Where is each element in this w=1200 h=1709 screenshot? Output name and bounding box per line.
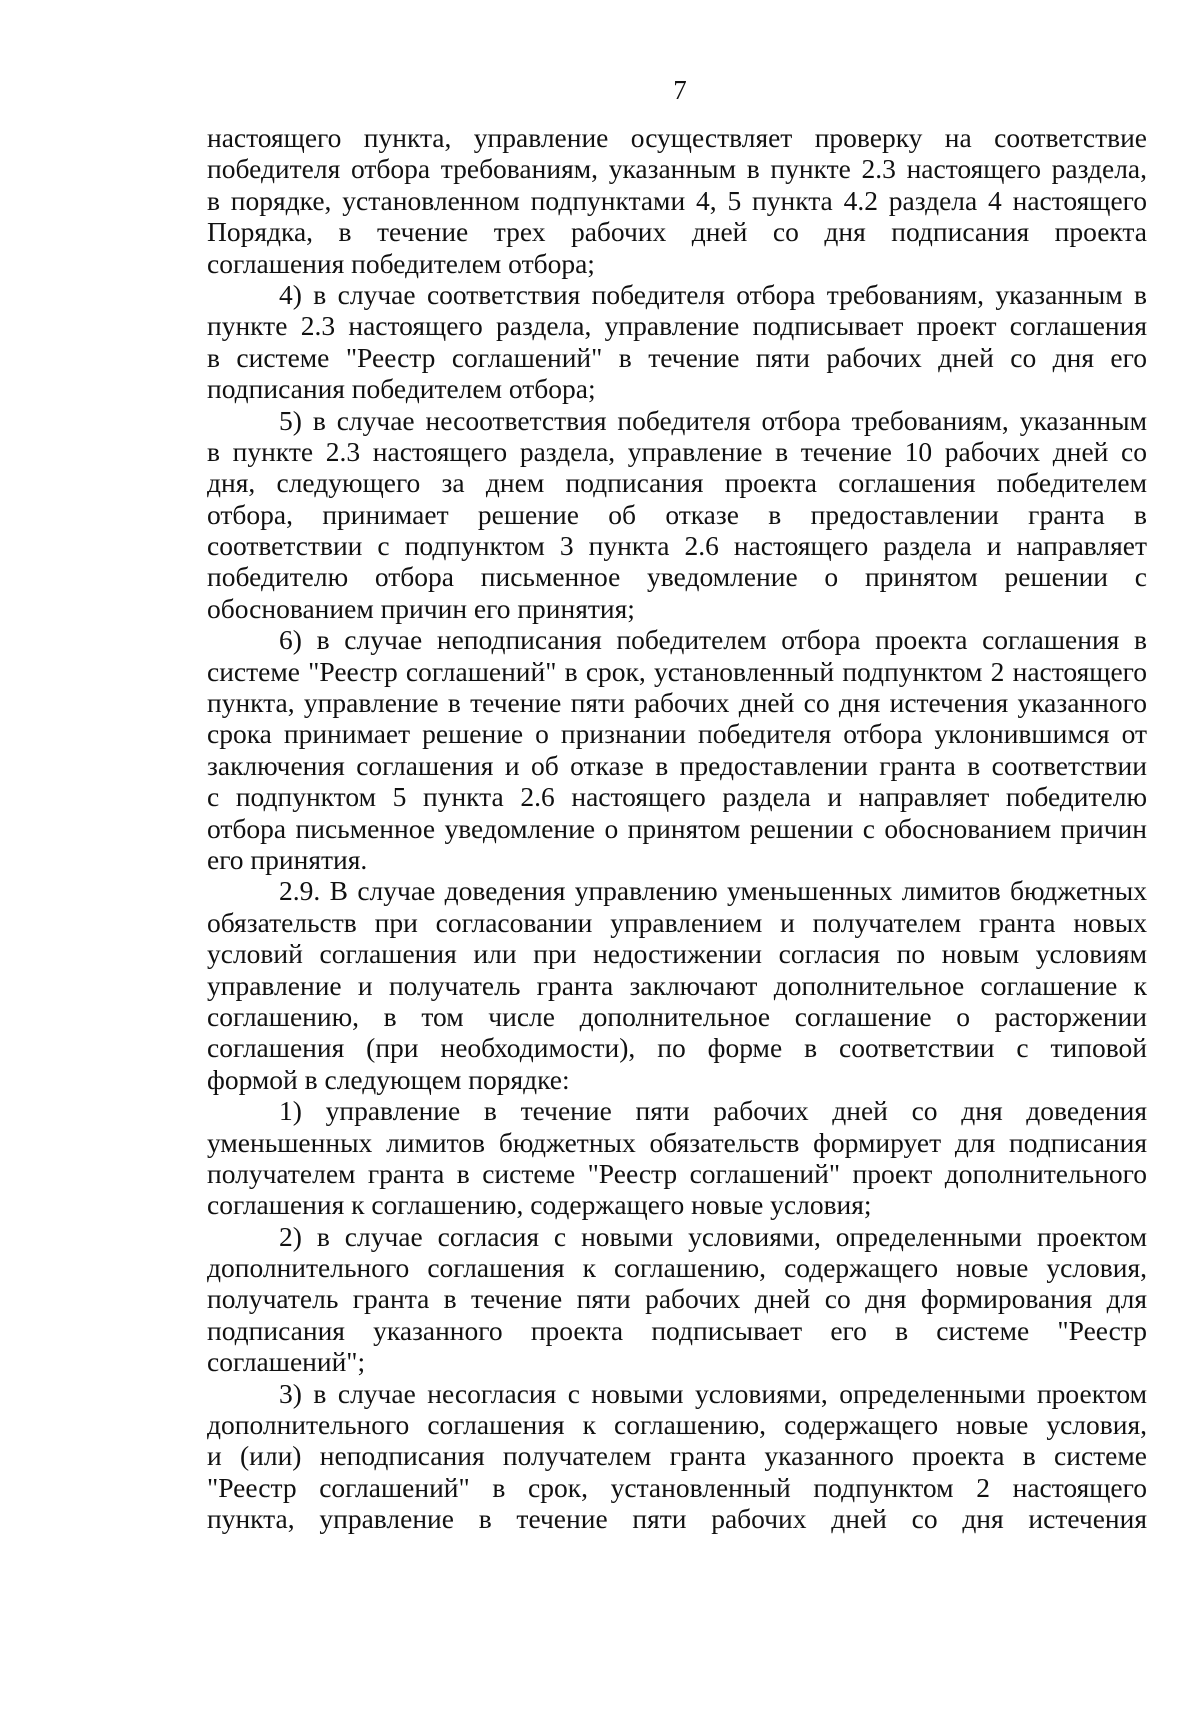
text-line: с подпунктом 5 пункта 2.6 настоящего раздела и направляет победителю: [207, 781, 1147, 813]
text-line: дополнительного соглашения к соглашению, содержащего новые условия,: [207, 1409, 1147, 1441]
text-line: в пункте 2.3 настоящего раздела, управление в течение 10 рабочих дней со: [207, 435, 1147, 467]
text-line: 5) в случае несоответствия победителя отбора требованиям, указанным: [279, 404, 1147, 436]
text-line: обоснованием причин его принятия;: [207, 592, 635, 624]
text-line: Порядка, в течение трех рабочих дней со дня подписания проекта: [207, 216, 1147, 248]
text-line: 2.9. В случае доведения управлению уменьшенных лимитов бюджетных: [279, 875, 1147, 907]
text-line: пункта, управление в течение пяти рабочих дней со дня истечения: [207, 1503, 1147, 1535]
text-line: 6) в случае неподписания победителем отбора проекта соглашения в: [279, 624, 1147, 656]
text-line: победителя отбора требованиям, указанным в пункте 2.3 настоящего раздела,: [207, 153, 1147, 185]
text-line: пункте 2.3 настоящего раздела, управление подписывает проект соглашения: [207, 310, 1147, 342]
text-line: настоящего пункта, управление осуществляет проверку на соответствие: [207, 122, 1147, 153]
text-line: победителю отбора письменное уведомление о принятом решении с: [207, 561, 1147, 593]
paragraph-continuation: [207, 122, 1147, 279]
text-line: подписания указанного проекта подписывает его в системе "Реестр: [207, 1314, 1147, 1346]
text-line: отбора, принимает решение об отказе в предоставлении гранта в: [207, 498, 1147, 530]
text-line: 4) в случае соответствия победителя отбора требованиям, указанным в: [279, 278, 1147, 310]
text-line: соглашения (при необходимости), по форме в соответствии с типовой: [207, 1032, 1147, 1064]
text-line: условий соглашения или при недостижении согласия по новым условиям: [207, 938, 1147, 970]
text-line: получателем гранта в системе "Реестр соглашений" проект дополнительного: [207, 1157, 1147, 1189]
text-line: заключения соглашения и об отказе в предоставлении гранта в соответствии: [207, 749, 1147, 781]
text-line: дополнительного соглашения к соглашению, содержащего новые условия,: [207, 1252, 1147, 1284]
document-body: [207, 122, 1147, 1535]
text-line: "Реестр соглашений" в срок, установленный подпунктом 2 настоящего: [207, 1471, 1147, 1503]
paragraph-sub-3: [207, 1378, 1147, 1535]
text-line: соглашения к соглашению, содержащего новые условия;: [207, 1189, 872, 1221]
paragraph-clause-2-9: [207, 875, 1147, 1095]
page-number: 7: [673, 75, 687, 105]
text-line: отбора письменное уведомление о принятом решении с обоснованием причин: [207, 812, 1147, 844]
text-line: дня, следующего за днем подписания проекта соглашения победителем: [207, 467, 1147, 499]
text-line: формой в следующем порядке:: [207, 1063, 570, 1095]
paragraph-sub-2: [207, 1221, 1147, 1378]
text-line: его принятия.: [207, 843, 368, 875]
text-line: 3) в случае несогласия с новыми условиями, определенными проектом: [279, 1377, 1147, 1409]
paragraph-item-5: [207, 405, 1147, 625]
text-line: и (или) неподписания получателем гранта указанного проекта в системе: [207, 1440, 1147, 1472]
text-line: соглашению, в том числе дополнительное соглашение о расторжении: [207, 1000, 1147, 1032]
text-line: соглашения победителем отбора;: [207, 247, 595, 279]
text-line: управление и получатель гранта заключают дополнительное соглашение к: [207, 969, 1147, 1001]
text-line: уменьшенных лимитов бюджетных обязательств формирует для подписания: [207, 1126, 1147, 1158]
paragraph-item-6: [207, 624, 1147, 875]
text-line: в порядке, установленном подпунктами 4, 5 пункта 4.2 раздела 4 настоящего: [207, 184, 1147, 216]
text-line: системе "Реестр соглашений" в срок, установленный подпунктом 2 настоящего: [207, 655, 1147, 687]
text-line: обязательств при согласовании управлением и получателем гранта новых: [207, 906, 1147, 938]
paragraph-item-4: [207, 279, 1147, 405]
text-line: в системе "Реестр соглашений" в течение пяти рабочих дней со дня его: [207, 341, 1147, 373]
text-line: срока принимает решение о признании победителя отбора уклонившимся от: [207, 718, 1147, 750]
text-line: подписания победителем отбора;: [207, 373, 596, 405]
paragraph-sub-1: [207, 1095, 1147, 1221]
text-line: соответствии с подпунктом 3 пункта 2.6 настоящего раздела и направляет: [207, 530, 1147, 562]
text-line: пункта, управление в течение пяти рабочих дней со дня истечения указанного: [207, 687, 1147, 719]
text-line: 2) в случае согласия с новыми условиями, определенными проектом: [279, 1220, 1147, 1252]
text-line: 1) управление в течение пяти рабочих дней со дня доведения: [279, 1095, 1147, 1127]
text-line: соглашений";: [207, 1346, 366, 1378]
text-line: получатель гранта в течение пяти рабочих дней со дня формирования для: [207, 1283, 1147, 1315]
